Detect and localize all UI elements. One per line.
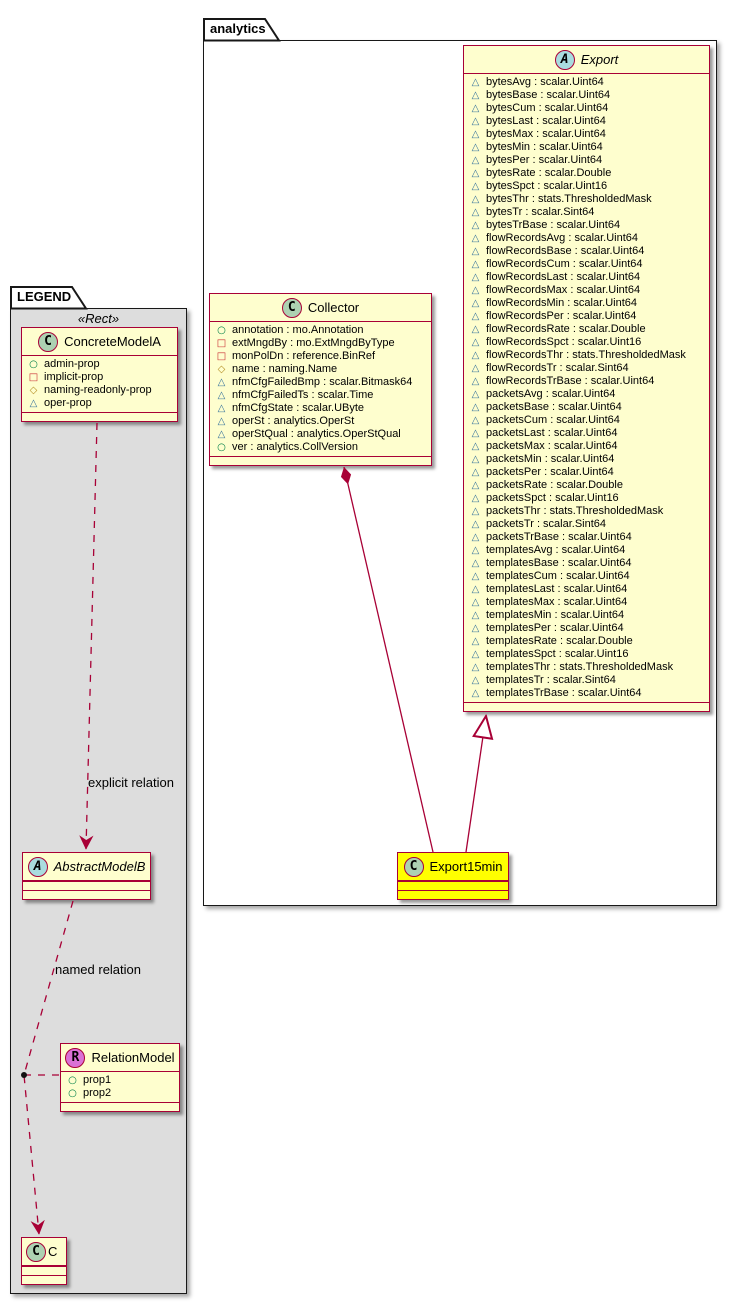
attribute-text: templatesMin : scalar.Uint64 — [486, 609, 625, 621]
explicit-relation-label: explicit relation — [88, 775, 174, 790]
attribute-row — [469, 570, 704, 583]
visibility-icon — [215, 415, 228, 428]
class-export15min — [397, 852, 509, 900]
attribute-text: templatesCum : scalar.Uint64 — [486, 570, 630, 582]
attribute-text: nfmCfgFailedTs : scalar.Time — [232, 389, 374, 401]
methods-compartment — [22, 412, 177, 421]
attribute-row — [27, 397, 172, 410]
visibility-icon — [469, 401, 482, 414]
class-collector-attributes — [210, 322, 431, 456]
attribute-row — [469, 388, 704, 401]
class-spot-icon: C — [282, 298, 302, 318]
attribute-text: operSt : analytics.OperSt — [232, 415, 355, 427]
visibility-icon — [27, 371, 40, 384]
attribute-row — [469, 362, 704, 375]
attribute-text: bytesSpct : scalar.Uint16 — [486, 180, 608, 192]
attribute-row — [469, 687, 704, 700]
attribute-row — [469, 323, 704, 336]
attribute-row — [469, 141, 704, 154]
attribute-row — [215, 428, 426, 441]
attribute-text: extMngdBy : mo.ExtMngdByType — [232, 337, 395, 349]
attribute-row — [469, 128, 704, 141]
class-export-attributes — [464, 74, 709, 702]
attribute-text: bytesTr : scalar.Sint64 — [486, 206, 595, 218]
attribute-row — [215, 337, 426, 350]
attribute-row — [469, 232, 704, 245]
visibility-icon — [469, 323, 482, 336]
attribute-text: flowRecordsLast : scalar.Uint64 — [486, 271, 641, 283]
package-legend-name: LEGEND — [17, 289, 72, 304]
class-concrete-model-a — [21, 327, 178, 422]
attribute-text: prop1 — [83, 1074, 112, 1086]
visibility-icon — [469, 414, 482, 427]
class-c-title — [22, 1238, 66, 1266]
visibility-icon — [215, 350, 228, 363]
attribute-text: packetsThr : stats.ThresholdedMask — [486, 505, 664, 517]
class-export15min-title — [398, 853, 508, 881]
attribute-text: oper-prop — [44, 397, 92, 409]
attribute-text: flowRecordsThr : stats.ThresholdedMask — [486, 349, 686, 361]
attribute-text: packetsSpct : scalar.Uint16 — [486, 492, 619, 504]
attribute-text: packetsTr : scalar.Sint64 — [486, 518, 607, 530]
attribute-row — [469, 557, 704, 570]
attribute-text: bytesThr : stats.ThresholdedMask — [486, 193, 652, 205]
attribute-text: templatesRate : scalar.Double — [486, 635, 633, 647]
attribute-row — [469, 518, 704, 531]
fields-compartment — [22, 1266, 66, 1275]
attribute-row — [469, 427, 704, 440]
class-name: C — [48, 1244, 58, 1259]
attribute-row — [469, 180, 704, 193]
attribute-row — [469, 622, 704, 635]
attribute-row — [215, 376, 426, 389]
attribute-row — [215, 402, 426, 415]
attribute-row — [469, 258, 704, 271]
visibility-icon — [469, 557, 482, 570]
attribute-row — [469, 661, 704, 674]
attribute-row — [469, 154, 704, 167]
class-name: Export — [580, 52, 619, 67]
attribute-text: annotation : mo.Annotation — [232, 324, 364, 336]
attribute-row — [469, 271, 704, 284]
attribute-row — [27, 371, 172, 384]
attribute-text: bytesMin : scalar.Uint64 — [486, 141, 603, 153]
class-collector — [209, 293, 432, 466]
visibility-icon — [469, 648, 482, 661]
attribute-text: operStQual : analytics.OperStQual — [232, 428, 401, 440]
attribute-text: monPolDn : reference.BinRef — [232, 350, 376, 362]
visibility-icon — [469, 531, 482, 544]
class-export — [463, 45, 710, 712]
visibility-icon — [27, 384, 40, 397]
attribute-text: packetsRate : scalar.Double — [486, 479, 623, 491]
named-relation-label: named relation — [55, 962, 141, 977]
attribute-text: ver : analytics.CollVersion — [232, 441, 358, 453]
attribute-text: flowRecordsRate : scalar.Double — [486, 323, 646, 335]
attribute-row — [469, 349, 704, 362]
attribute-row — [215, 363, 426, 376]
class-spot-icon: C — [404, 857, 424, 877]
visibility-icon — [469, 193, 482, 206]
attribute-row — [469, 531, 704, 544]
visibility-icon — [469, 427, 482, 440]
attribute-row — [215, 441, 426, 454]
attribute-row — [469, 492, 704, 505]
attribute-text: templatesPer : scalar.Uint64 — [486, 622, 624, 634]
visibility-icon — [469, 661, 482, 674]
attribute-text: templatesTrBase : scalar.Uint64 — [486, 687, 642, 699]
relation-class-spot-icon: R — [65, 1048, 85, 1068]
attribute-row — [469, 505, 704, 518]
attribute-text: bytesAvg : scalar.Uint64 — [486, 76, 604, 88]
visibility-icon — [215, 337, 228, 350]
class-export-title — [464, 46, 709, 74]
class-name: RelationModel — [91, 1050, 175, 1065]
visibility-icon — [469, 310, 482, 323]
legend-stereotype: «Rect» — [77, 311, 120, 326]
visibility-icon — [469, 622, 482, 635]
attribute-row — [469, 453, 704, 466]
visibility-icon — [66, 1087, 79, 1100]
attribute-row — [469, 76, 704, 89]
attribute-row — [469, 440, 704, 453]
attribute-text: implicit-prop — [44, 371, 104, 383]
attribute-text: packetsCum : scalar.Uint64 — [486, 414, 620, 426]
class-collector-title — [210, 294, 431, 322]
class-concrete-model-a-attributes — [22, 356, 177, 412]
package-legend-body — [10, 308, 187, 1294]
attribute-text: flowRecordsTr : scalar.Sint64 — [486, 362, 629, 374]
attribute-row — [469, 596, 704, 609]
attribute-text: packetsBase : scalar.Uint64 — [486, 401, 622, 413]
class-name: Collector — [307, 300, 360, 315]
attribute-row — [215, 324, 426, 337]
visibility-icon — [469, 154, 482, 167]
visibility-icon — [469, 297, 482, 310]
attribute-text: packetsMax : scalar.Uint64 — [486, 440, 618, 452]
visibility-icon — [469, 284, 482, 297]
attribute-text: bytesTrBase : scalar.Uint64 — [486, 219, 621, 231]
attribute-row — [469, 466, 704, 479]
visibility-icon — [215, 363, 228, 376]
visibility-icon — [469, 76, 482, 89]
attribute-text: templatesLast : scalar.Uint64 — [486, 583, 628, 595]
attribute-text: bytesMax : scalar.Uint64 — [486, 128, 606, 140]
visibility-icon — [469, 596, 482, 609]
visibility-icon — [27, 358, 40, 371]
attribute-row — [469, 544, 704, 557]
class-concrete-model-a-title — [22, 328, 177, 356]
attribute-text: bytesLast : scalar.Uint64 — [486, 115, 606, 127]
visibility-icon — [469, 141, 482, 154]
attribute-row — [469, 674, 704, 687]
attribute-text: flowRecordsTrBase : scalar.Uint64 — [486, 375, 655, 387]
visibility-icon — [469, 518, 482, 531]
attribute-text: flowRecordsAvg : scalar.Uint64 — [486, 232, 639, 244]
attribute-row — [469, 297, 704, 310]
class-name: Export15min — [429, 859, 503, 874]
visibility-icon — [469, 466, 482, 479]
class-abstract-model-b-title — [23, 853, 150, 881]
attribute-text: templatesMax : scalar.Uint64 — [486, 596, 628, 608]
attribute-row — [469, 414, 704, 427]
attribute-text: flowRecordsPer : scalar.Uint64 — [486, 310, 637, 322]
attribute-row — [469, 609, 704, 622]
attribute-row — [469, 635, 704, 648]
attribute-row — [215, 350, 426, 363]
methods-compartment — [464, 702, 709, 711]
visibility-icon — [469, 258, 482, 271]
class-relation-model-title — [61, 1044, 179, 1072]
visibility-icon — [469, 583, 482, 596]
class-abstract-model-b — [22, 852, 151, 900]
visibility-icon — [215, 428, 228, 441]
attribute-text: flowRecordsBase : scalar.Uint64 — [486, 245, 645, 257]
visibility-icon — [66, 1074, 79, 1087]
attribute-row — [66, 1087, 174, 1100]
visibility-icon — [215, 402, 228, 415]
methods-compartment — [398, 890, 508, 899]
visibility-icon — [469, 375, 482, 388]
visibility-icon — [469, 609, 482, 622]
visibility-icon — [469, 102, 482, 115]
package-legend-tab — [10, 286, 90, 310]
attribute-row — [215, 389, 426, 402]
attribute-text: bytesPer : scalar.Uint64 — [486, 154, 603, 166]
attribute-row — [27, 384, 172, 397]
visibility-icon — [469, 219, 482, 232]
attribute-row — [469, 102, 704, 115]
attribute-text: templatesSpct : scalar.Uint16 — [486, 648, 629, 660]
attribute-text: nfmCfgFailedBmp : scalar.Bitmask64 — [232, 376, 413, 388]
attribute-row — [469, 167, 704, 180]
attribute-text: admin-prop — [44, 358, 100, 370]
methods-compartment — [210, 456, 431, 465]
attribute-text: templatesAvg : scalar.Uint64 — [486, 544, 626, 556]
attribute-text: prop2 — [83, 1087, 112, 1099]
attribute-text: naming-readonly-prop — [44, 384, 152, 396]
attribute-text: packetsLast : scalar.Uint64 — [486, 427, 618, 439]
attribute-row — [469, 479, 704, 492]
attribute-row — [469, 583, 704, 596]
attribute-row — [469, 375, 704, 388]
package-analytics-name: analytics — [210, 21, 266, 36]
visibility-icon — [215, 376, 228, 389]
visibility-icon — [469, 245, 482, 258]
visibility-icon — [215, 324, 228, 337]
visibility-icon — [469, 271, 482, 284]
attribute-text: flowRecordsSpct : scalar.Uint16 — [486, 336, 642, 348]
visibility-icon — [469, 544, 482, 557]
methods-compartment — [61, 1102, 179, 1111]
visibility-icon — [469, 206, 482, 219]
attribute-row — [469, 219, 704, 232]
attribute-text: flowRecordsMin : scalar.Uint64 — [486, 297, 638, 309]
attribute-text: templatesThr : stats.ThresholdedMask — [486, 661, 674, 673]
attribute-row — [469, 336, 704, 349]
attribute-row — [469, 89, 704, 102]
visibility-icon — [469, 167, 482, 180]
visibility-icon — [469, 635, 482, 648]
class-relation-model — [60, 1043, 180, 1112]
abstract-class-spot-icon: A — [28, 857, 48, 877]
attribute-text: packetsPer : scalar.Uint64 — [486, 466, 614, 478]
attribute-row — [469, 193, 704, 206]
attribute-row — [469, 206, 704, 219]
attribute-text: packetsMin : scalar.Uint64 — [486, 453, 615, 465]
visibility-icon — [27, 397, 40, 410]
attribute-text: templatesTr : scalar.Sint64 — [486, 674, 616, 686]
visibility-icon — [469, 492, 482, 505]
visibility-icon — [469, 232, 482, 245]
attribute-row — [469, 115, 704, 128]
attribute-text: nfmCfgState : scalar.UByte — [232, 402, 365, 414]
visibility-icon — [469, 89, 482, 102]
attribute-text: flowRecordsMax : scalar.Uint64 — [486, 284, 641, 296]
visibility-icon — [469, 115, 482, 128]
attribute-text: templatesBase : scalar.Uint64 — [486, 557, 632, 569]
attribute-text: flowRecordsCum : scalar.Uint64 — [486, 258, 643, 270]
attribute-text: bytesCum : scalar.Uint64 — [486, 102, 609, 114]
visibility-icon — [469, 440, 482, 453]
visibility-icon — [469, 180, 482, 193]
attribute-text: bytesRate : scalar.Double — [486, 167, 612, 179]
visibility-icon — [469, 570, 482, 583]
class-name: ConcreteModelA — [64, 334, 161, 349]
methods-compartment — [22, 1275, 66, 1284]
visibility-icon — [469, 453, 482, 466]
attribute-text: packetsTrBase : scalar.Uint64 — [486, 531, 632, 543]
attribute-row — [469, 310, 704, 323]
visibility-icon — [469, 349, 482, 362]
visibility-icon — [469, 674, 482, 687]
attribute-row — [469, 284, 704, 297]
attribute-row — [469, 245, 704, 258]
attribute-row — [66, 1074, 174, 1087]
visibility-icon — [469, 388, 482, 401]
fields-compartment — [23, 881, 150, 890]
visibility-icon — [215, 389, 228, 402]
attribute-row — [215, 415, 426, 428]
class-spot-icon: C — [26, 1242, 46, 1262]
abstract-class-spot-icon: A — [555, 50, 575, 70]
class-spot-icon: C — [38, 332, 58, 352]
attribute-text: packetsAvg : scalar.Uint64 — [486, 388, 616, 400]
visibility-icon — [469, 336, 482, 349]
visibility-icon — [469, 362, 482, 375]
methods-compartment — [23, 890, 150, 899]
fields-compartment — [398, 881, 508, 890]
attribute-row — [469, 648, 704, 661]
attribute-text: name : naming.Name — [232, 363, 338, 375]
visibility-icon — [469, 128, 482, 141]
visibility-icon — [469, 687, 482, 700]
class-relation-model-attributes — [61, 1072, 179, 1102]
attribute-row — [27, 358, 172, 371]
attribute-row — [469, 401, 704, 414]
attribute-text: bytesBase : scalar.Uint64 — [486, 89, 611, 101]
visibility-icon — [215, 441, 228, 454]
visibility-icon — [469, 479, 482, 492]
package-analytics-tab — [203, 18, 283, 42]
class-c — [21, 1237, 67, 1285]
visibility-icon — [469, 505, 482, 518]
class-name: AbstractModelB — [53, 859, 146, 874]
